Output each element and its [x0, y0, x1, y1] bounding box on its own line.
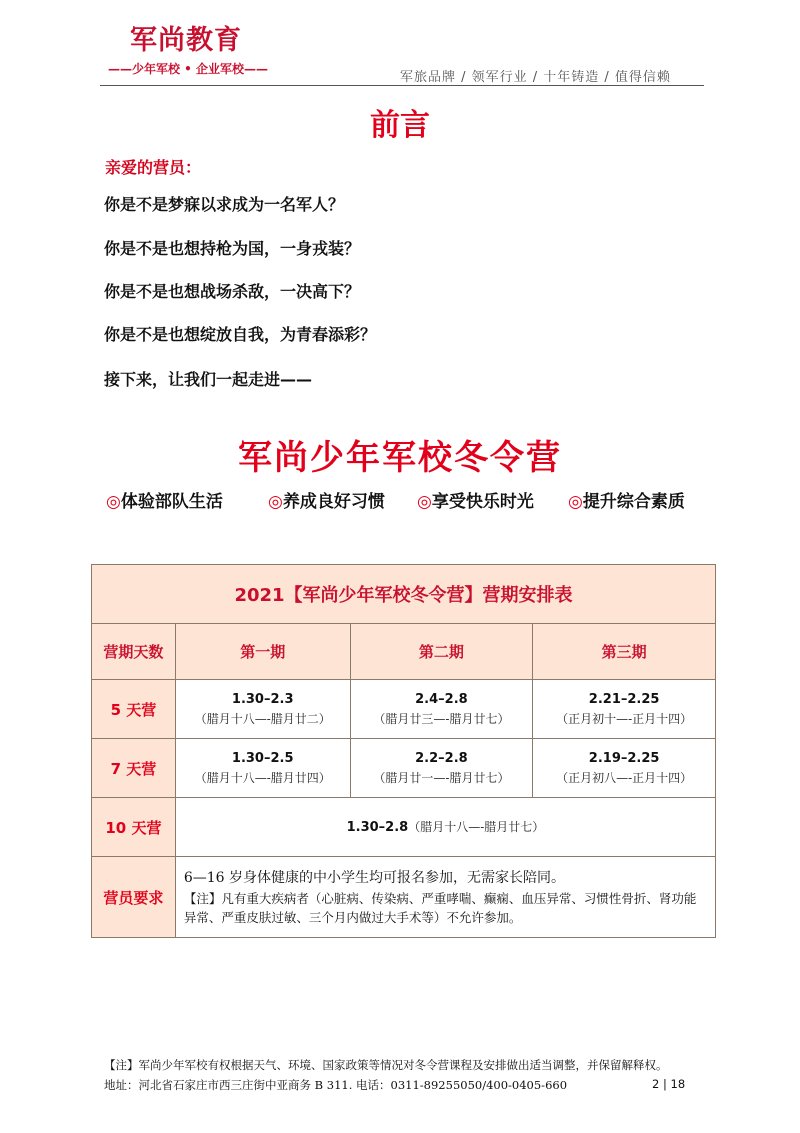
date-range: 2.2–2.8	[415, 750, 468, 766]
row-label: 营员要求	[92, 857, 176, 938]
feature-item	[268, 487, 385, 512]
feature-label: 体验部队生活	[120, 492, 223, 512]
feature-label: 养成良好习惯	[282, 492, 385, 512]
bullet-icon: ◎	[568, 492, 583, 512]
footer-address: 地址：河北省石家庄市西三庄街中亚商务 B 311. 电话：0311-89255050/400-0405-660	[104, 1078, 568, 1092]
footer-note: 【注】军尚少年军校有权根据天气、环境、国家政策等情况对冬令营课程及安排做出适当调整，并保留解释权。	[104, 1058, 668, 1072]
lunar-range: （腊月十八—-腊月廿二）	[194, 711, 331, 726]
logo-subtitle: ——少年军校 • 企业军校——	[108, 62, 269, 76]
col-header-period: 第二期	[350, 624, 533, 680]
logo-title: 军尚教育	[130, 25, 242, 56]
question-line: 你是不是也想持枪为国，一身戎装？	[104, 239, 361, 258]
row-label: 10 天营	[92, 798, 176, 857]
bullet-icon: ◎	[268, 492, 283, 512]
bullet-icon: ◎	[106, 492, 121, 512]
date-range: 1.30–2.5	[231, 750, 294, 766]
schedule-cell	[175, 798, 715, 857]
page-number: 2 | 18	[652, 1077, 686, 1091]
schedule-cell	[350, 739, 533, 798]
date-range: 2.19–2.25	[588, 750, 660, 766]
table-row	[92, 680, 716, 739]
schedule-table	[91, 564, 716, 938]
question-line: 你是不是也想战场杀敌，一决高下？	[104, 282, 361, 301]
feature-item	[417, 487, 534, 512]
date-range: 1.30–2.8	[346, 819, 409, 835]
date-range: 2.21–2.25	[588, 691, 660, 707]
table-row	[92, 798, 716, 857]
requirement-text: 6—16 岁身体健康的中小学生均可报名参加，无需家长陪同。	[183, 870, 566, 886]
schedule-cell	[533, 739, 716, 798]
schedule-cell	[350, 680, 533, 739]
row-label: 7 天营	[92, 739, 176, 798]
schedule-cell	[175, 680, 350, 739]
feature-item	[106, 487, 223, 512]
camp-title: 军尚少年军校冬令营	[238, 438, 562, 478]
col-header-period: 第三期	[533, 624, 716, 680]
lunar-range: （腊月廿一—-腊月廿七）	[373, 770, 510, 785]
header-divider	[100, 85, 704, 86]
row-label: 5 天营	[92, 680, 176, 739]
schedule-cell	[533, 680, 716, 739]
feature-label: 享受快乐时光	[431, 492, 534, 512]
requirement-note: 【注】凡有重大疾病者（心脏病、传染病、严重哮喘、癫痫、血压异常、习惯性骨折、肾功能异常、严重皮肤过敏、三个月内做过大手术等）不允许参加。	[183, 891, 697, 925]
lunar-range: （正月初十—-正月十四）	[556, 711, 693, 726]
table-row	[92, 857, 716, 938]
greeting: 亲爱的营员：	[105, 158, 202, 177]
schedule-title: 2021【军尚少年军校冬令营】营期安排表	[92, 565, 716, 624]
preface-title: 前言	[370, 108, 430, 143]
col-header-period: 第一期	[175, 624, 350, 680]
feature-label: 提升综合素质	[582, 492, 685, 512]
header-slogan: 军旅品牌 / 领军行业 / 十年铸造 / 值得信赖	[400, 70, 671, 85]
date-range: 2.4–2.8	[415, 691, 468, 707]
question-line: 你是不是梦寐以求成为一名军人？	[104, 195, 345, 214]
lunar-range: （腊月十八—-腊月廿四）	[194, 770, 331, 785]
lunar-range: （正月初八—-正月十四）	[556, 770, 693, 785]
lunar-range: （腊月廿三—-腊月廿七）	[373, 711, 510, 726]
col-header-days: 营期天数	[92, 624, 176, 680]
bullet-icon: ◎	[417, 492, 432, 512]
lunar-range: （腊月十八—-腊月廿七）	[408, 819, 545, 834]
date-range: 1.30–2.3	[231, 691, 294, 707]
table-row	[92, 739, 716, 798]
schedule-cell	[175, 739, 350, 798]
lead-in: 接下来，让我们一起走进——	[104, 370, 313, 389]
requirement-cell	[175, 857, 715, 938]
feature-item	[568, 487, 685, 512]
question-line: 你是不是也想绽放自我，为青春添彩？	[104, 325, 377, 344]
